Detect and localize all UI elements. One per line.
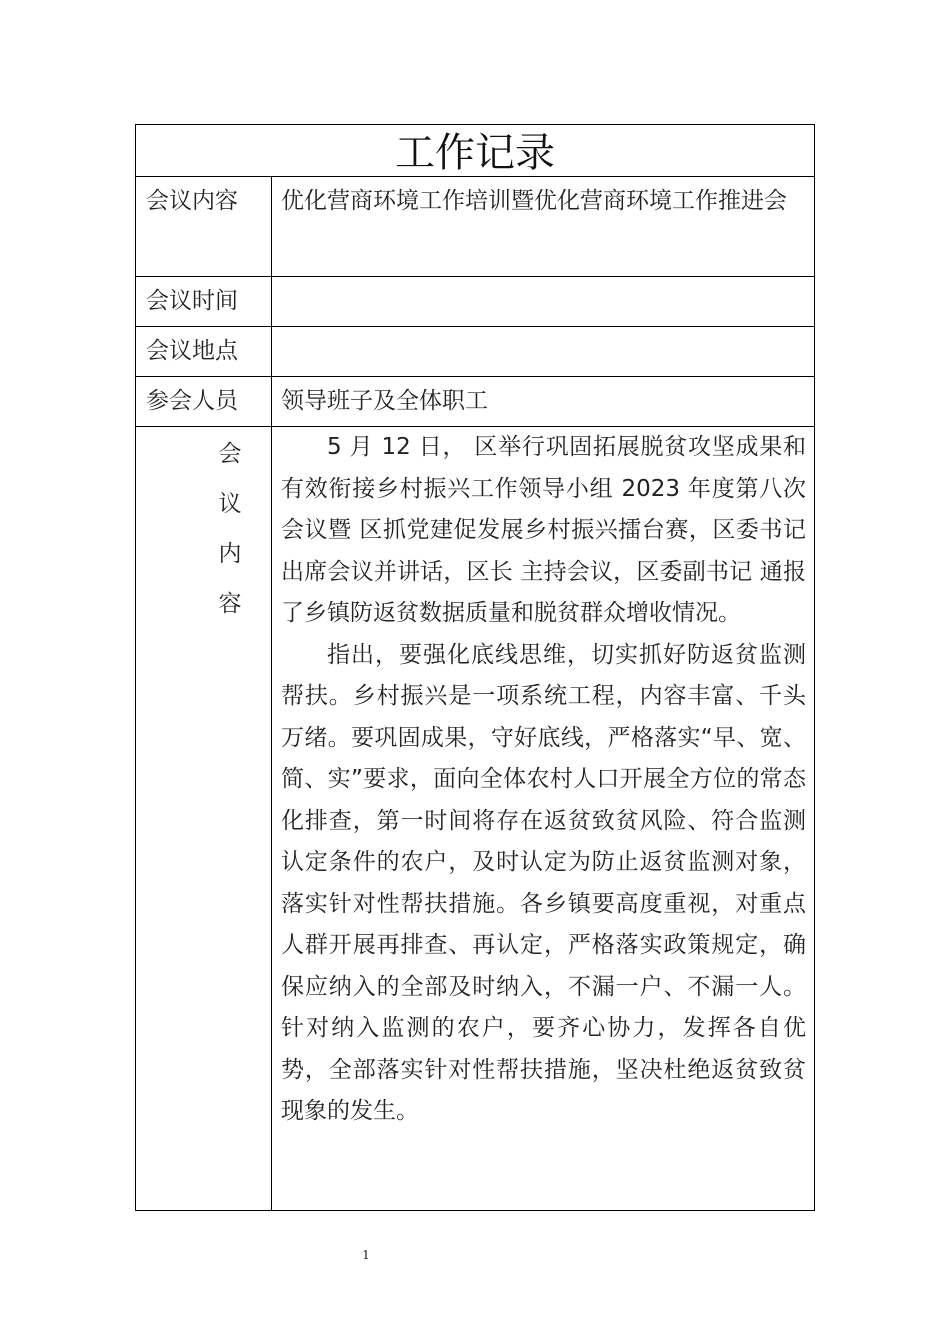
table-row-meeting-content xyxy=(136,427,814,1210)
page-number: 1 xyxy=(362,1248,370,1262)
meeting-content-body xyxy=(272,427,814,1133)
content-label-char: 内 xyxy=(218,541,242,567)
work-record-table xyxy=(135,124,815,1211)
table-row-meeting-time xyxy=(136,276,814,327)
row-label: 会议时间 xyxy=(136,276,272,326)
content-label-char: 议 xyxy=(218,491,242,517)
row-value: 领导班子及全体职工 xyxy=(281,388,488,414)
content-label-char: 容 xyxy=(218,591,242,617)
row-label: 会议内容 xyxy=(136,176,272,276)
content-paragraph: 5 月 12 日， 区举行巩固拓展脱贫攻坚成果和有效衔接乡村振兴工作领导小组 2023 年度第八次会议暨 区抓党建促发展乡村振兴擂台赛，区委书记 出席会议并讲话，区长 主持会议，区委副书记 通报了乡镇防返贫数据质量和脱贫群众增收情况。 xyxy=(281,434,806,626)
document-title: 工作记录 xyxy=(136,125,814,177)
content-paragraph: 指出，要强化底线思维，切实抓好防返贫监测帮扶。乡村振兴是一项系统工程，内容丰富、千头万绪。要巩固成果，守好底线，严格落实“早、宽、简、实”要求，面向全体农村人口开展全方位的常态化排查，第一时间将存在返贫致贫风险、符合监测认定条件的农户，及时认定为防止返贫监测对象，落实针对性帮扶措施。各乡镇要高度重视，对重点人群开展再排查、再认定，严格落实政策规定，确保应纳入的全部及时纳入，不漏一户、不漏一人。针对纳入监测的农户，要齐心协力，发挥各自优势，全部落实针对性帮扶措施，坚决杜绝返贫致贫现象的发生。 xyxy=(281,641,806,1124)
content-label-char: 会 xyxy=(218,441,242,467)
table-row-meeting-location xyxy=(136,326,814,377)
table-row-attendees xyxy=(136,376,814,427)
row-value xyxy=(272,326,814,376)
row-label: 会议地点 xyxy=(136,326,272,376)
row-value: 优化营商环境工作培训暨优化营商环境工作推进会 xyxy=(281,188,787,214)
row-label: 参会人员 xyxy=(136,376,272,426)
table-row-meeting-topic xyxy=(136,176,814,277)
content-label-vertical xyxy=(136,427,272,1210)
row-value xyxy=(272,276,814,326)
